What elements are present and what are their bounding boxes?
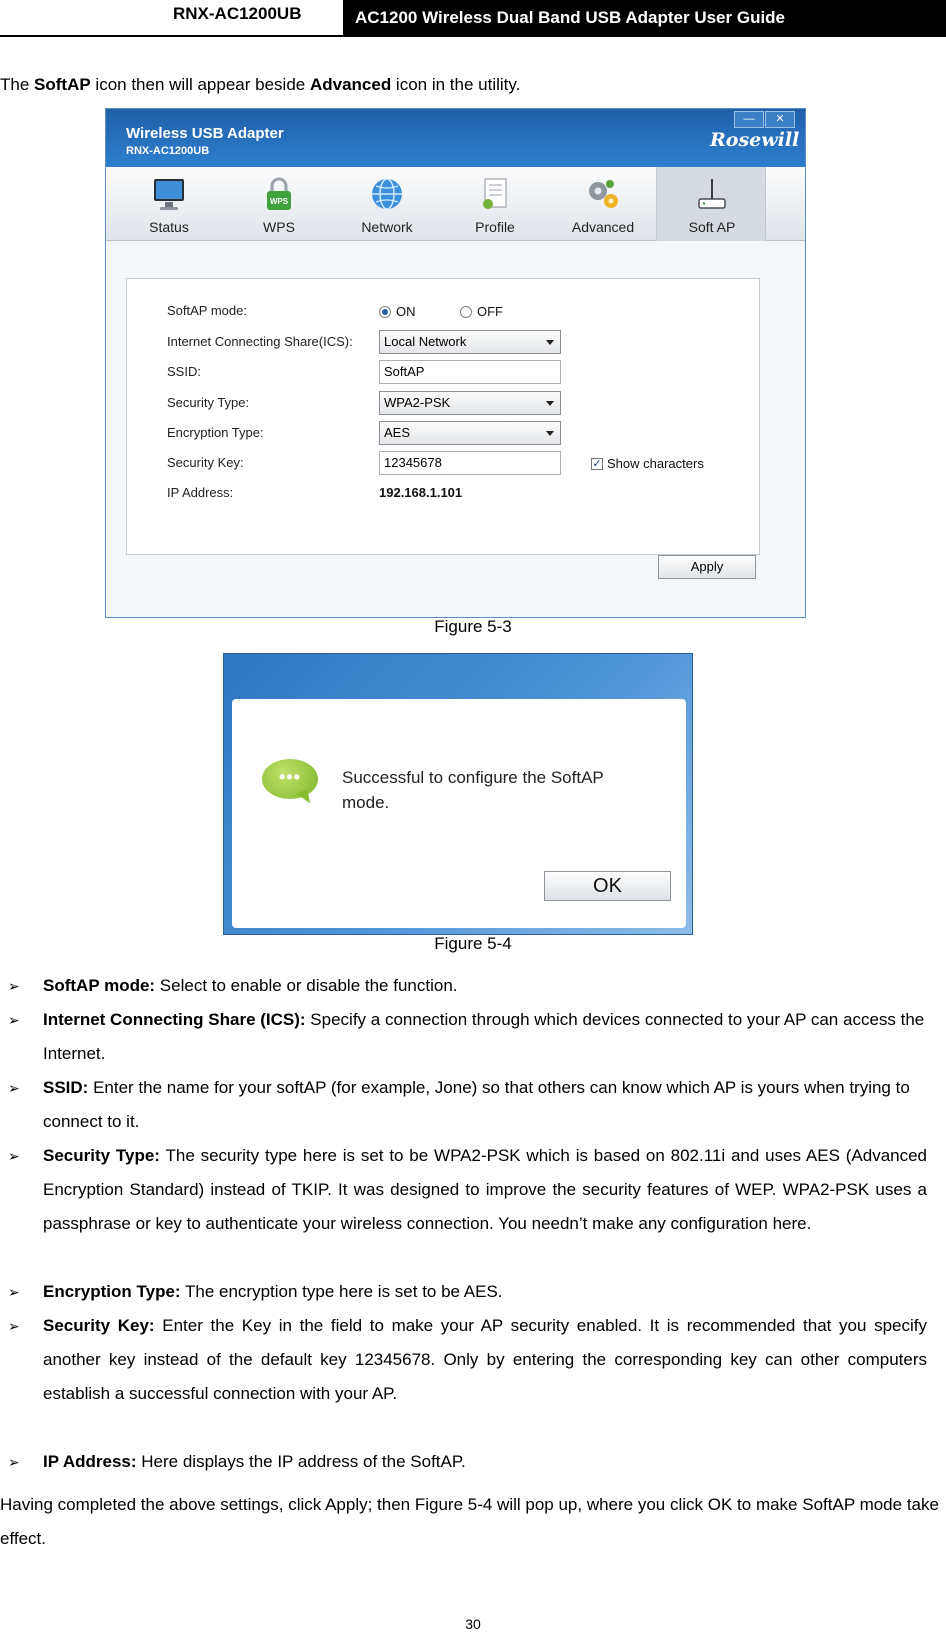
minimize-button[interactable]: — <box>734 111 764 128</box>
tab-profile-label: Profile <box>475 219 515 235</box>
tab-profile[interactable] <box>440 167 550 241</box>
tab-advanced[interactable] <box>548 167 658 241</box>
window-subtitle: RNX-AC1200UB <box>126 145 210 157</box>
security-key-input[interactable]: 12345678 <box>379 451 561 475</box>
ics-select[interactable]: Local Network <box>379 330 561 354</box>
ok-button[interactable]: OK <box>544 871 671 901</box>
figure-5-3-window <box>105 108 806 618</box>
wps-lock-icon <box>260 175 298 213</box>
gears-icon <box>584 175 622 213</box>
ics-label: Internet Connecting Share(ICS): <box>167 334 353 349</box>
tab-wps[interactable] <box>224 167 334 241</box>
window-titlebar <box>106 109 805 167</box>
intro-advanced: Advanced <box>309 75 392 94</box>
encryption-type-label: Encryption Type: <box>167 425 264 440</box>
ip-address-label: IP Address: <box>167 485 234 500</box>
globe-icon <box>368 175 406 213</box>
softap-off-label: OFF <box>477 304 503 319</box>
show-characters-checkbox[interactable]: ✓ <box>592 458 602 470</box>
bullet-arrow-icon: ➢ <box>8 1080 20 1096</box>
window-title: Wireless USB Adapter <box>126 125 284 142</box>
tab-wps-label: WPS <box>263 219 295 235</box>
tab-soft-ap-label: Soft AP <box>688 219 736 235</box>
show-characters-label: Show characters <box>607 456 704 471</box>
header-guide-title: AC1200 Wireless Dual Band USB Adapter User Guide <box>343 0 946 35</box>
encryption-type-select[interactable]: AES <box>379 421 561 445</box>
intro-softap: SoftAP <box>34 75 91 94</box>
dialog-message: Successful to configure the SoftAP mode. <box>342 768 604 812</box>
brand-logo: Rosewill <box>710 129 800 151</box>
bullet-arrow-icon: ➢ <box>8 1318 20 1334</box>
softap-off-radio[interactable] <box>460 306 472 318</box>
tab-network-label: Network <box>361 219 413 235</box>
ip-address-value: 192.168.1.101 <box>379 485 463 500</box>
dialog-body <box>232 699 686 928</box>
intro-paragraph: The SoftAP icon then will appear beside Advanced icon in the utility. <box>0 75 521 94</box>
figure-5-3-caption: Figure 5-3 <box>434 617 512 636</box>
page-header <box>0 0 946 37</box>
tab-advanced-label: Advanced <box>571 219 635 235</box>
bullet-arrow-icon: ➢ <box>8 1012 20 1028</box>
page-number: 30 <box>465 1616 481 1632</box>
wps-badge: WPS <box>269 197 289 206</box>
header-model: RNX-AC1200UB <box>173 4 302 23</box>
softap-mode-label: SoftAP mode: <box>167 303 247 318</box>
security-type-label: Security Type: <box>167 395 250 410</box>
tab-status[interactable] <box>114 167 224 241</box>
toolbar <box>106 167 805 241</box>
closing-paragraph: Having completed the above settings, click Apply; then Figure 5-4 will pop up, where you click OK to make SoftAP mode take effect. <box>0 1495 939 1548</box>
figure-5-4-caption: Figure 5-4 <box>434 934 512 953</box>
softap-settings-panel <box>126 278 760 555</box>
security-key-label: Security Key: <box>167 455 244 470</box>
bullet-arrow-icon: ➢ <box>8 1454 20 1470</box>
close-button[interactable]: ✕ <box>765 111 795 128</box>
bullet-arrow-icon: ➢ <box>8 1284 20 1300</box>
security-type-select[interactable]: WPA2-PSK <box>379 391 561 415</box>
ssid-input[interactable]: SoftAP <box>379 360 561 384</box>
router-icon <box>693 175 731 213</box>
bullet-arrow-icon: ➢ <box>8 978 20 994</box>
tab-soft-ap[interactable] <box>656 167 766 241</box>
bullet-arrow-icon: ➢ <box>8 1148 20 1164</box>
ssid-label: SSID: <box>167 364 201 379</box>
softap-on-label: ON <box>396 304 416 319</box>
profile-document-icon <box>476 175 514 213</box>
figure-5-4-dialog <box>223 653 693 935</box>
tab-status-label: Status <box>149 219 189 235</box>
tab-network[interactable] <box>332 167 442 241</box>
monitor-icon <box>150 175 188 213</box>
softap-on-radio[interactable] <box>379 306 391 318</box>
chat-bubble-icon: ••• <box>262 759 318 799</box>
apply-button[interactable]: Apply <box>658 555 756 579</box>
